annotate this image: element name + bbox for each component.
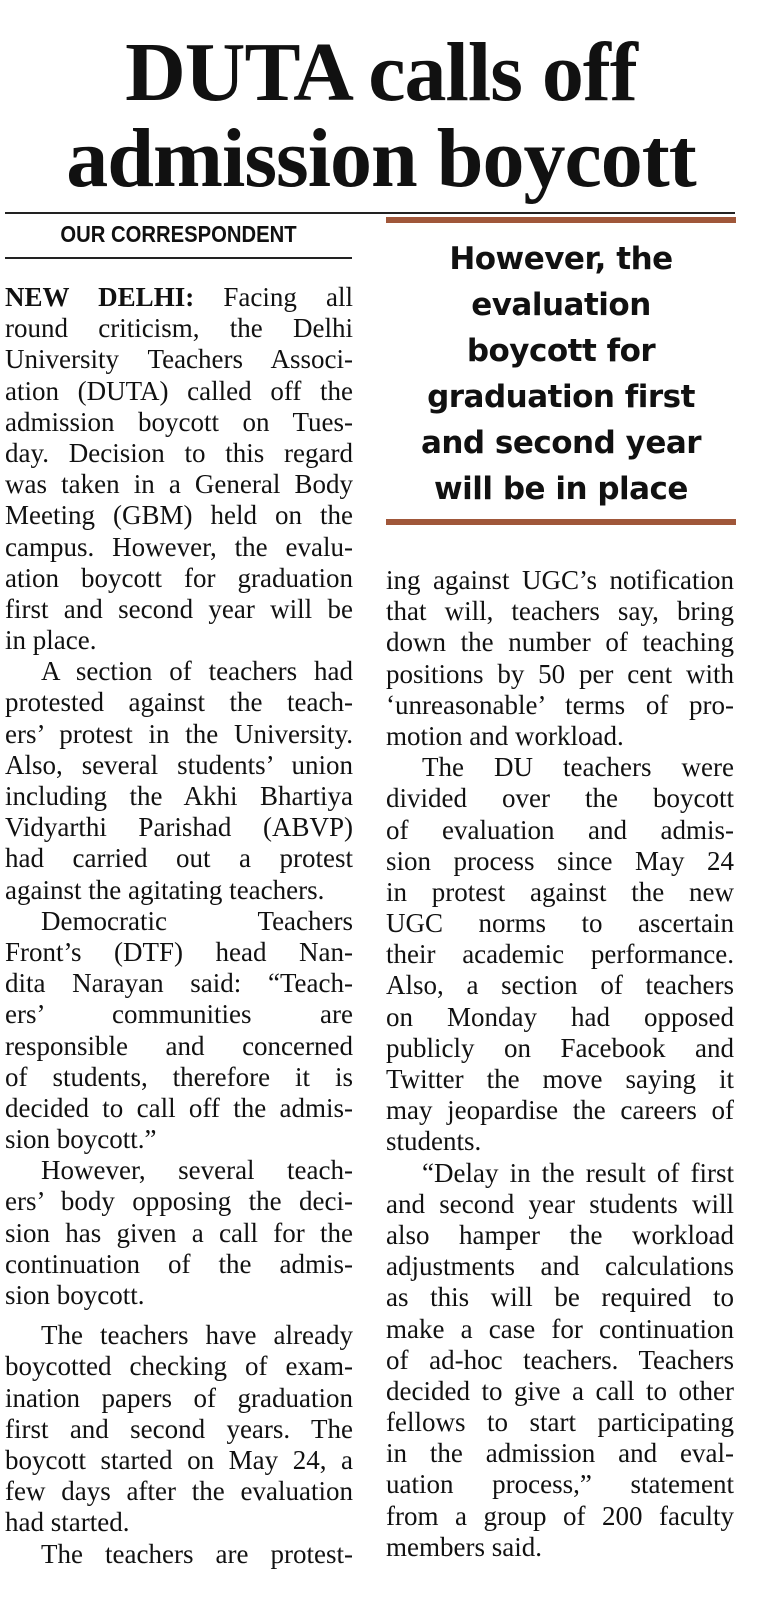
- article-line: “Delay in the result of first: [422, 1157, 734, 1188]
- pull-quote-line: and second year: [420, 425, 702, 461]
- article-line: The teachers have already: [41, 1320, 353, 1351]
- article-line: dita Narayan said: “Teach-: [5, 968, 353, 999]
- article-line: in place.: [5, 625, 97, 656]
- article-line: responsible and concerned: [5, 1030, 353, 1061]
- headline-line-2: admission boycott: [66, 112, 696, 205]
- article-line: ination papers of graduation: [5, 1382, 353, 1413]
- article-line: that will, teachers say, bring: [386, 596, 734, 627]
- article-line: of ad-hoc teachers. Teachers: [386, 1344, 734, 1375]
- pull-quote: [386, 236, 736, 512]
- article-line: admission boycott on Tues-: [5, 406, 353, 437]
- article-line: in protest against the new: [386, 876, 734, 907]
- article-line: from a group of 200 faculty: [386, 1500, 734, 1531]
- article-line: ation boycott for graduation: [5, 562, 353, 593]
- article-line: The DU teachers were: [422, 752, 734, 783]
- article-line: uation process,” statement: [386, 1469, 734, 1500]
- article-line: Twitter the move saying it: [386, 1064, 734, 1094]
- article-line: motion and workload.: [386, 720, 624, 751]
- article-line: sion boycott.: [5, 1280, 145, 1310]
- paragraph-gap: [5, 1311, 353, 1320]
- article-line: Also, a section of teachers: [386, 970, 734, 1001]
- article-line: fellows to start participating: [386, 1407, 734, 1438]
- article-line: sion boycott.”: [5, 1124, 157, 1155]
- byline: OUR CORRESPONDENT: [60, 221, 297, 247]
- article-line: day. Decision to this regard: [5, 437, 353, 468]
- article-column-right: [386, 565, 734, 1563]
- article-line: Democratic Teachers: [41, 905, 353, 936]
- headline-divider: [5, 212, 735, 214]
- article-line: ation (DUTA) called off the: [5, 375, 353, 406]
- article-line: decided to call off the admis-: [5, 1092, 353, 1123]
- byline-divider: [5, 257, 352, 259]
- article-line: few days after the evaluation: [5, 1476, 353, 1507]
- article-line: [5, 282, 353, 313]
- article-line: make a case for continuation: [386, 1313, 734, 1344]
- pull-quote-bottom-bar: [386, 519, 736, 525]
- article-line: ers’ protest in the University.: [5, 718, 353, 749]
- article-line: members said.: [386, 1531, 542, 1562]
- article-line: ers’ body opposing the deci-: [5, 1186, 353, 1217]
- article-line: ing against UGC’s notification: [386, 565, 734, 595]
- article-line: was taken in a General Body: [5, 469, 353, 500]
- article-line: sion has given a call for the: [5, 1217, 353, 1248]
- article-line: Vidyarthi Parishad (ABVP): [5, 812, 353, 843]
- article-line: in the admission and eval-: [386, 1438, 734, 1469]
- article-line: including the Akhi Bhartiya: [5, 781, 353, 811]
- pull-quote-line: However, the: [449, 241, 673, 277]
- article-line: positions by 50 per cent with: [386, 658, 734, 689]
- article-line: University Teachers Associ-: [5, 344, 353, 375]
- pull-quote-line: evaluation: [471, 287, 651, 323]
- article-line: ‘unreasonable’ terms of pro-: [386, 689, 734, 720]
- article-line: on Monday had opposed: [386, 1001, 734, 1032]
- article-line: students.: [386, 1126, 482, 1157]
- article-line: first and second years. The: [5, 1413, 353, 1444]
- pull-quote-line: graduation first: [427, 379, 695, 415]
- pull-quote-top-bar: [386, 217, 736, 223]
- article-line: of students, therefore it is: [5, 1061, 353, 1092]
- article-line: decided to give a call to other: [386, 1375, 734, 1406]
- pull-quote-line: boycott for: [466, 333, 656, 369]
- article-line: A section of teachers had: [41, 656, 353, 687]
- article-line: of evaluation and admis-: [386, 814, 734, 845]
- article-line: Meeting (GBM) held on the: [5, 500, 353, 531]
- article-line: round criticism, the Delhi: [5, 313, 353, 344]
- article-line: their academic performance.: [386, 939, 734, 970]
- article-line: as this will be required to: [386, 1282, 734, 1313]
- article-line: also hamper the workload: [386, 1219, 734, 1250]
- article-line: Front’s (DTF) head Nan-: [5, 936, 353, 967]
- article-line: and second year students will: [386, 1188, 734, 1219]
- article-line: The teachers are protest-: [41, 1538, 353, 1569]
- article-line: sion process since May 24: [386, 845, 734, 876]
- article-line: had carried out a protest: [5, 843, 353, 874]
- article-line: boycott started on May 24, a: [5, 1444, 353, 1475]
- article-line: However, several teach-: [41, 1155, 353, 1186]
- article-line: continuation of the admis-: [5, 1248, 353, 1279]
- article-line: against the agitating teachers.: [5, 874, 325, 905]
- article-line: campus. However, the evalu-: [5, 531, 353, 562]
- article-line: boycotted checking of exam-: [5, 1351, 353, 1382]
- article-line: down the number of teaching: [386, 627, 734, 658]
- headline-line-1: DUTA calls off: [125, 26, 637, 119]
- dateline: NEW DELHI:: [5, 282, 195, 312]
- article-text: Facing all: [194, 282, 353, 312]
- article-line: had started.: [5, 1507, 130, 1538]
- article-line: may jeopardise the careers of: [386, 1095, 734, 1126]
- article-line: first and second year will be: [5, 593, 353, 624]
- article-line: UGC norms to ascertain: [386, 908, 734, 939]
- article-line: publicly on Facebook and: [386, 1032, 734, 1063]
- article-line: adjustments and calculations: [386, 1251, 734, 1282]
- article-line: divided over the boycott: [386, 783, 734, 814]
- article-column-left: [5, 282, 353, 1570]
- article-line: Also, several students’ union: [5, 749, 353, 780]
- article-line: protested against the teach-: [5, 687, 353, 718]
- pull-quote-line: will be in place: [434, 471, 688, 507]
- article-line: ers’ communities are: [5, 999, 353, 1030]
